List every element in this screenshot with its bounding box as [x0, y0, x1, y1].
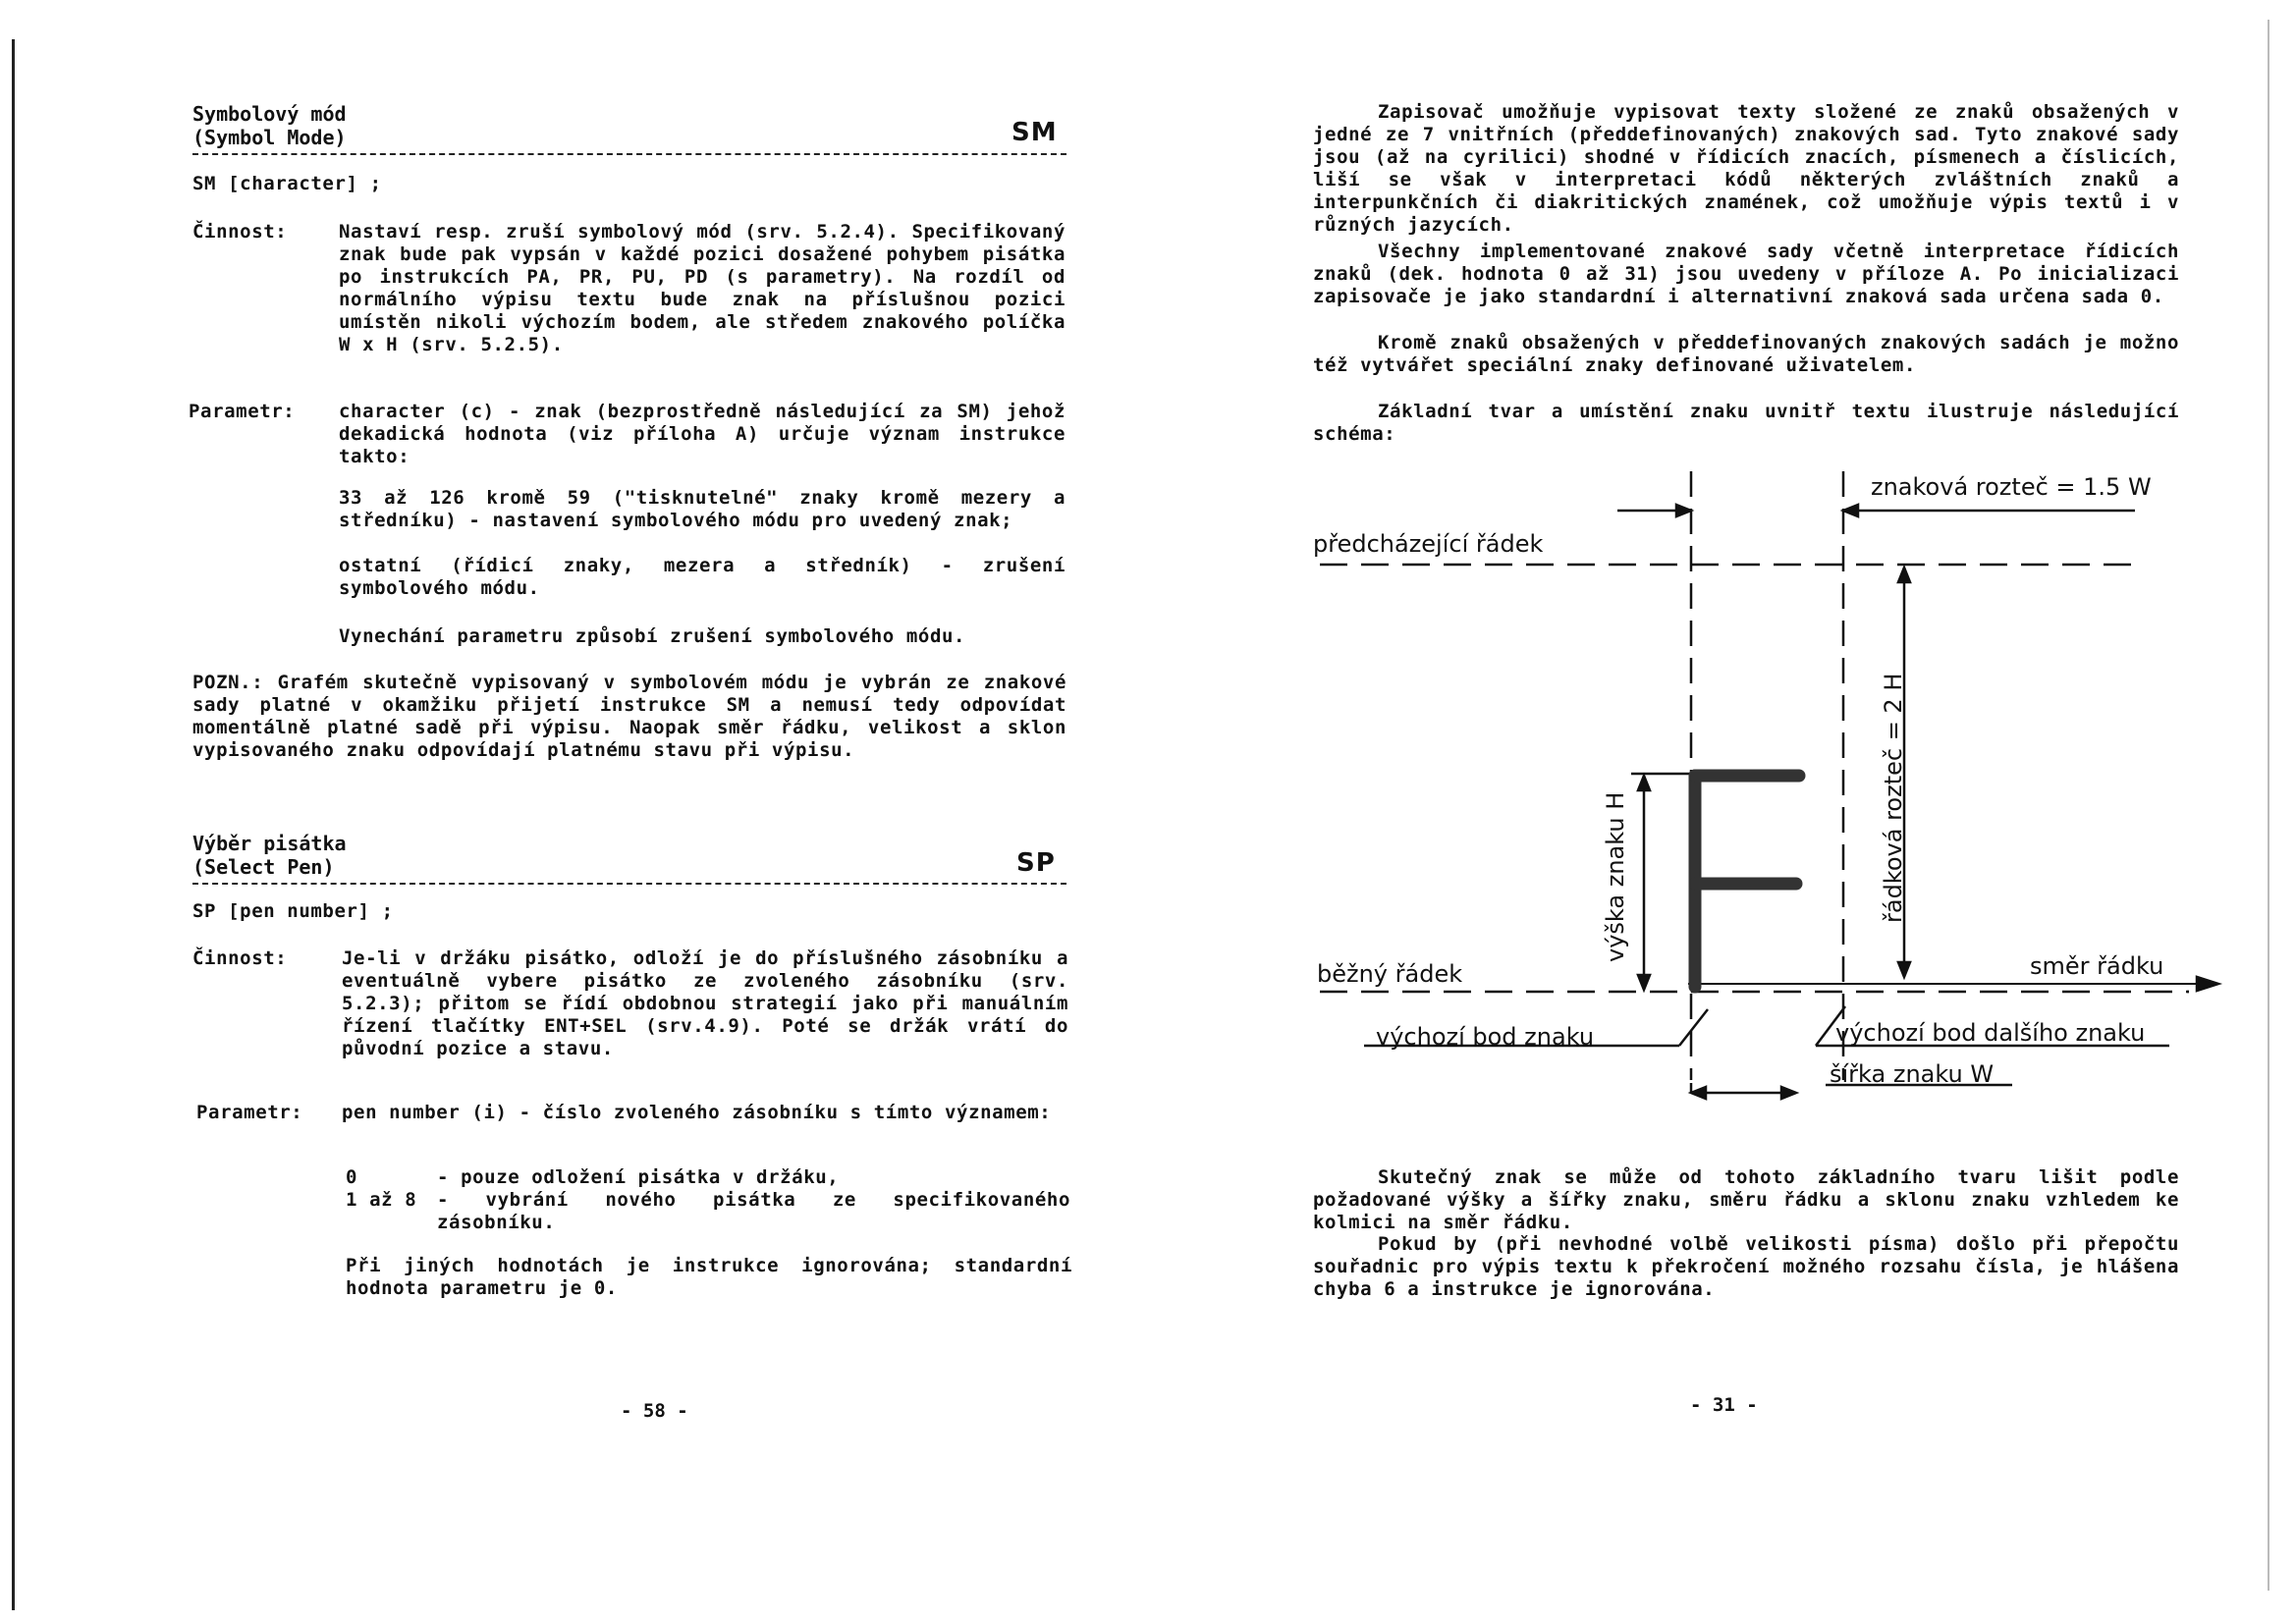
variation-paragraph: Skutečný znak se může od tohoto základního tvaru lišit podle požadované výšky a šířky znaku, směru řádku a sklonu znaku vzhledem ke kolmici na směr řádku. — [1313, 1166, 2179, 1233]
char-height-arrow-top — [1638, 776, 1650, 790]
origin-pointer-line — [1679, 1009, 1708, 1046]
sample-glyph-f — [1695, 776, 1799, 987]
userchars-paragraph: Kromě znaků obsažených v předdefinovaných znakových sadách je možno též vytvářet speciální znaky definované uživatelem. — [1313, 332, 2179, 376]
line-pitch-arrow-bottom — [1898, 962, 1910, 977]
current-line-label: běžný řádek — [1317, 960, 1463, 988]
sp-cinnost-label: Činnost: — [192, 947, 288, 969]
sm-rule — [192, 153, 1066, 155]
previous-line-label: předcházející řádek — [1313, 530, 1544, 558]
sm-cinnost-label: Činnost: — [192, 221, 288, 243]
char-width-arrow-right — [1781, 1087, 1796, 1099]
line-direction-label: směr řádku — [2030, 952, 2164, 980]
sm-subtitle: (Symbol Mode) — [192, 126, 347, 149]
sp-parametr-text: pen number (i) - číslo zvoleného zásobníku s tímto významem: — [342, 1102, 1052, 1123]
sm-badge: SM — [1011, 118, 1058, 147]
line-pitch-label: řádková rozteč = 2 H — [1880, 673, 1907, 923]
sp-title: Výběr pisátka — [192, 832, 347, 855]
schema-intro: Základní tvar a umístění znaku uvnitř textu ilustruje následující schéma: — [1313, 401, 2179, 445]
pitch-arrow-right — [1843, 505, 1858, 516]
char-height-arrow-bottom — [1638, 975, 1650, 990]
sp-opt1-key: 1 až 8 — [346, 1189, 417, 1211]
char-width-label: šířka znaku W — [1830, 1060, 1995, 1088]
pitch-arrow-left — [1676, 505, 1691, 516]
sp-rule — [192, 883, 1066, 885]
sp-cinnost-text: Je-li v držáku pisátko, odloží je do příslušného zásobníku a eventuálně vybere pisátko ze zvoleného zásobníku (srv. 5.2.3); přitom se řídí obdobnou strategií jako při manuálním řízení tlačítky ENT+SEL (srv.4.9). Poté se držák vrátí do původní pozice a stavu. — [342, 947, 1068, 1059]
char-height-label: výška znaku H — [1602, 791, 1629, 962]
line-pitch-arrow-top — [1898, 568, 1910, 582]
sp-parametr-label: Parametr: — [196, 1102, 303, 1123]
sm-parametr-label: Parametr: — [189, 401, 296, 422]
sm-cinnost-text: Nastaví resp. zruší symbolový mód (srv. 5.2.4). Specifikovaný znak bude pak vypsán v každé pozici dosažené pohybem pisátka po instrukcích PA, PR, PU, PD (s parametry). Na rozdíl od normálního výpisu textu bude znak na příslušnou pozici umístěn nikoli výchozím bodem, ale středem znakového políčka W x H (srv. 5.2.5). — [339, 221, 1066, 355]
sp-subtitle: (Select Pen) — [192, 855, 335, 879]
left-page-number: - 58 - — [621, 1400, 688, 1422]
sm-parametr-text: character (c) - znak (bezprostředně následující za SM) jehož dekadická hodnota (viz příloha A) určuje význam instrukce takto: — [339, 401, 1066, 467]
sm-values-text: 33 až 126 kromě 59 ("tisknutelné" znaky kromě mezery a středníku) - nastavení symbolového módu pro uvedený znak; — [339, 487, 1066, 531]
right-page — [1148, 0, 2296, 1623]
intro-paragraph: Zapisovač umožňuje vypisovat texty složené ze znaků obsažených v jedné ze 7 vnitřních (předdefinovaných) znakových sad. Tyto znakové sady jsou (až na cyrilici) shodné v řídicích znacích, písmenech a číslicích, liší se však v interpretaci kódů některých zvláštních znaků a interpunkčních či diakritických znamének, což umožňuje výpis textů i v různých jazycích. — [1313, 101, 2179, 236]
binding-edge — [12, 39, 15, 1610]
sp-opt0-key: 0 — [346, 1166, 358, 1188]
right-page-number: - 31 - — [1690, 1394, 1758, 1416]
charset-paragraph: Všechny implementované znakové sady včetně interpretace řídicích znaků (dek. hodnota 0 až 31) jsou uvedeny v příloze A. Po inicializaci zapisovače je jako standardní i alternativní znaková sada určena sada 0. — [1313, 241, 2179, 307]
sm-title: Symbolový mód — [192, 102, 347, 126]
char-width-arrow-left — [1691, 1087, 1706, 1099]
sp-opt1-text: - vybrání nového pisátka ze specifikovaného zásobníku. — [437, 1189, 1070, 1233]
sp-badge: SP — [1016, 848, 1056, 878]
char-origin-label: výchozí bod znaku — [1376, 1023, 1595, 1051]
sm-values-text2: ostatní (řídicí znaky, mezera a středník) - zrušení symbolového módu. — [339, 555, 1066, 599]
next-origin-label: výchozí bod dalšího znaku — [1835, 1019, 2146, 1047]
error-paragraph: Pokud by (při nevhodné volbě velikosti písma) došlo při přepočtu souřadnic pro výpis textu k překročení možného rozsahu čísla, je hlášena chyba 6 a instrukce je ignorována. — [1313, 1233, 2179, 1300]
sm-note-text: POZN.: Grafém skutečně vypisovaný v symbolovém módu je vybrán ze znakové sady platné v okamžiku přijetí instrukce SM a nemusí tedy odpovídat momentálně platné sadě při výpisu. Naopak směr řádku, velikost a sklon vypisovaného znaku odpovídají platnému stavu při výpisu. — [192, 672, 1066, 761]
sm-syntax: SM [character] ; — [192, 173, 382, 194]
sp-other-text: Při jiných hodnotách je instrukce ignorována; standardní hodnota parametru je 0. — [346, 1255, 1072, 1299]
sm-omit-text: Vynechání parametru způsobí zrušení symbolového módu. — [339, 625, 966, 647]
sp-opt0-text: - pouze odložení pisátka v držáku, — [437, 1166, 840, 1188]
line-direction-arrowhead — [2197, 977, 2218, 991]
sp-syntax: SP [pen number] ; — [192, 900, 394, 922]
character-layout-diagram — [1148, 0, 2296, 1623]
char-pitch-label: znaková rozteč = 1.5 W — [1871, 473, 2152, 501]
